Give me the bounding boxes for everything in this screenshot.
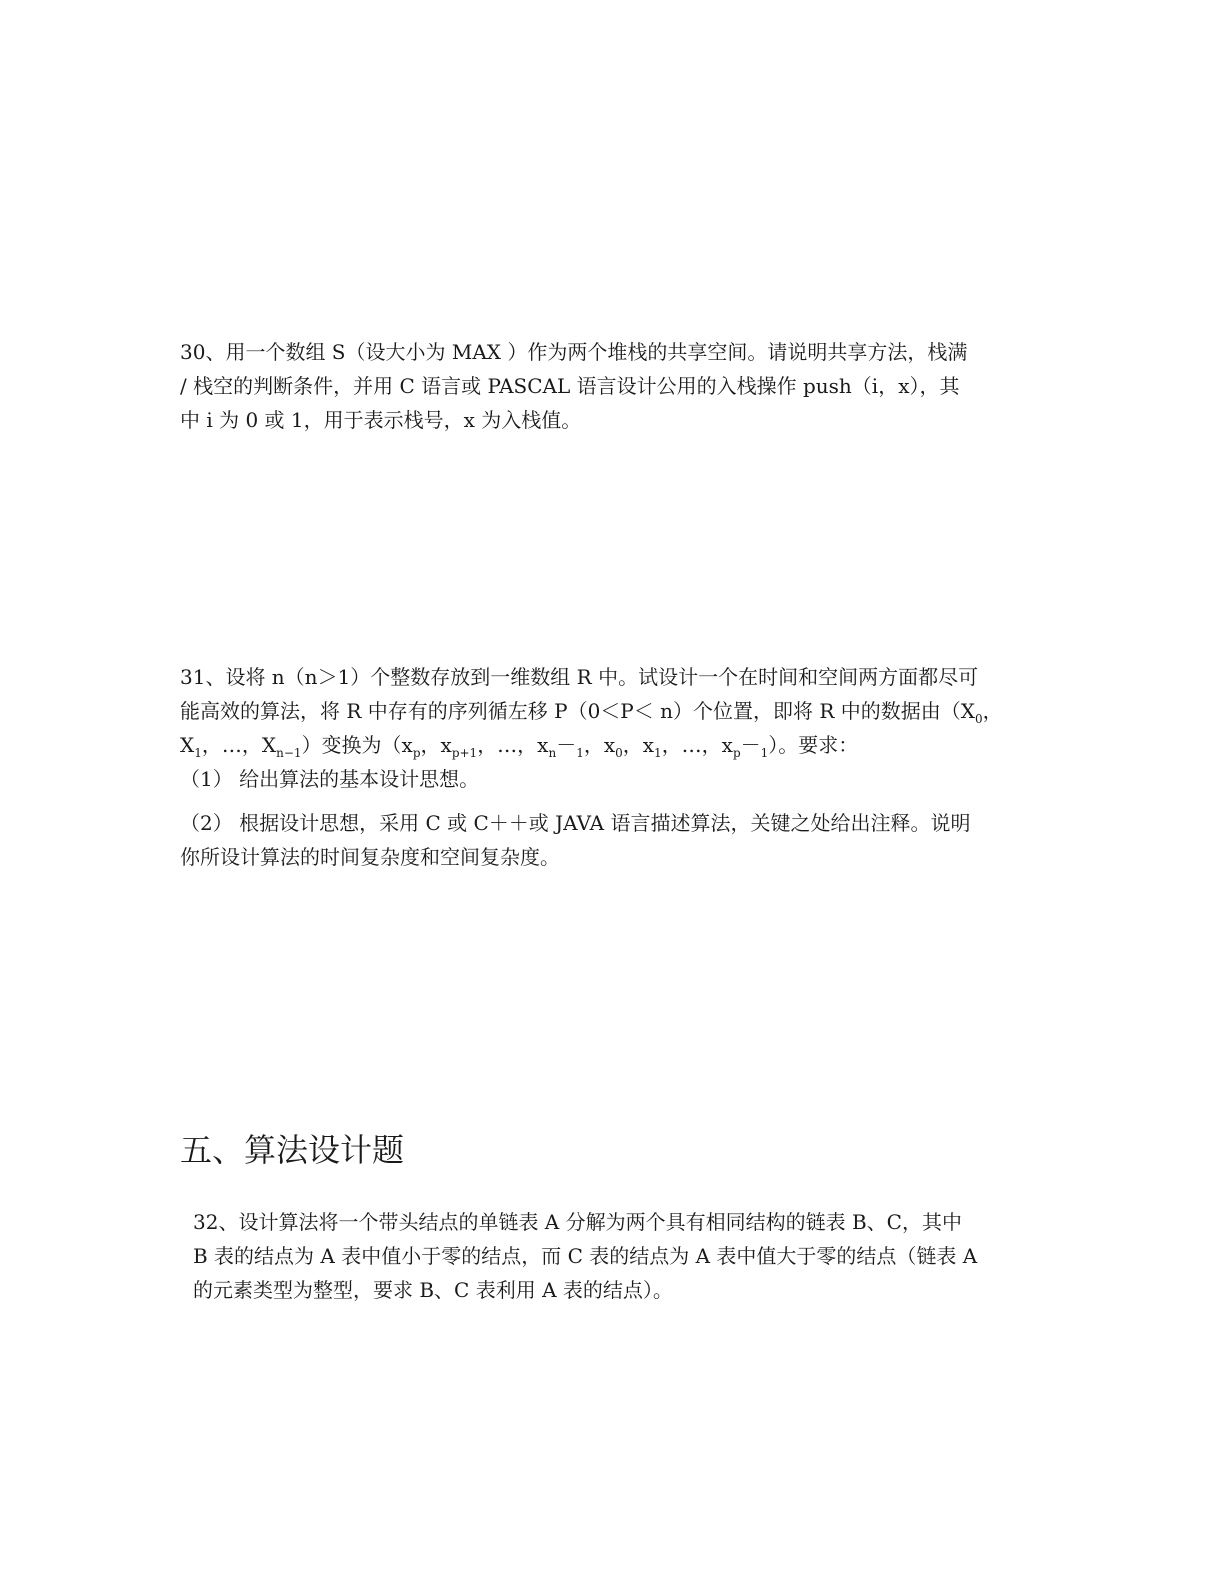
math-text: ，x bbox=[622, 733, 655, 757]
section-heading: 五、算法设计题 bbox=[180, 1131, 405, 1169]
subscript: 1 bbox=[194, 746, 202, 760]
subscript: p+1 bbox=[451, 746, 478, 760]
question-31-requirement-1: （1） 给出算法的基本设计思想。 bbox=[180, 767, 480, 791]
math-text: X bbox=[180, 733, 195, 757]
question-31-requirement-2 bbox=[180, 806, 970, 874]
math-text: － bbox=[556, 733, 577, 757]
question-31-line-1: 31、设将 n（n＞1）个整数存放到一维数组 R 中。试设计一个在时间和空间两方面都尽可 bbox=[180, 665, 979, 689]
subscript: 0 bbox=[615, 746, 623, 760]
subscript: 0 bbox=[975, 712, 983, 726]
question-30-line-2: / 栈空的判断条件，并用 C 语言或 PASCAL 语言设计公用的入栈操作 push（i，x），其 bbox=[180, 374, 960, 398]
question-31-requirement-2-line-1: （2） 根据设计思想，采用 C 或 C＋＋或 JAVA 语言描述算法，关键之处给出注释。说明 bbox=[180, 811, 971, 835]
math-text: ，x bbox=[420, 733, 452, 757]
question-31-requirement-2-line-2: 你所设计算法的时间复杂度和空间复杂度。 bbox=[180, 845, 560, 869]
question-32 bbox=[193, 1205, 977, 1307]
math-text: － bbox=[740, 733, 761, 757]
math-text: ，x bbox=[583, 733, 616, 757]
subscript: p bbox=[732, 746, 741, 760]
question-31-line-2 bbox=[180, 694, 1003, 728]
subscript: 1 bbox=[654, 746, 662, 760]
question-30-line-3: 中 i 为 0 或 1，用于表示栈号，x 为入栈值。 bbox=[180, 408, 582, 432]
math-text: ）。要求： bbox=[768, 733, 859, 757]
question-31-line-3 bbox=[180, 728, 1003, 762]
subscript: n bbox=[548, 746, 557, 760]
question-30-line-1: 30、用一个数组 S（设大小为 MAX ）作为两个堆栈的共享空间。请说明共享方法，栈满 bbox=[180, 340, 968, 364]
subscript: p bbox=[412, 746, 421, 760]
math-text: ，…，x bbox=[661, 733, 733, 757]
subscript: 1 bbox=[760, 746, 769, 760]
question-31 bbox=[180, 660, 1003, 796]
question-32-line-1: 32、设计算法将一个带头结点的单链表 A 分解为两个具有相同结构的链表 B、C，其中 bbox=[193, 1210, 962, 1234]
question-32-line-2: B 表的结点为 A 表中值小于零的结点，而 C 表的结点为 A 表中值大于零的结点（链表 A bbox=[193, 1244, 978, 1268]
question-30 bbox=[180, 335, 967, 437]
math-text: ）变换为（x bbox=[301, 733, 413, 757]
subscript: n−1 bbox=[276, 746, 302, 760]
math-text: ，…，x bbox=[477, 733, 549, 757]
question-32-line-3: 的元素类型为整型，要求 B、C 表利用 A 表的结点）。 bbox=[193, 1278, 673, 1302]
question-31-line-2-text: 能高效的算法，将 R 中存有的序列循左移 P（0＜P＜ n）个位置，即将 R 中的数据由（X bbox=[180, 699, 976, 723]
subscript: 1 bbox=[576, 746, 584, 760]
question-31-line-2-tail: ， bbox=[982, 699, 1003, 723]
math-text: ，…，X bbox=[201, 733, 277, 757]
